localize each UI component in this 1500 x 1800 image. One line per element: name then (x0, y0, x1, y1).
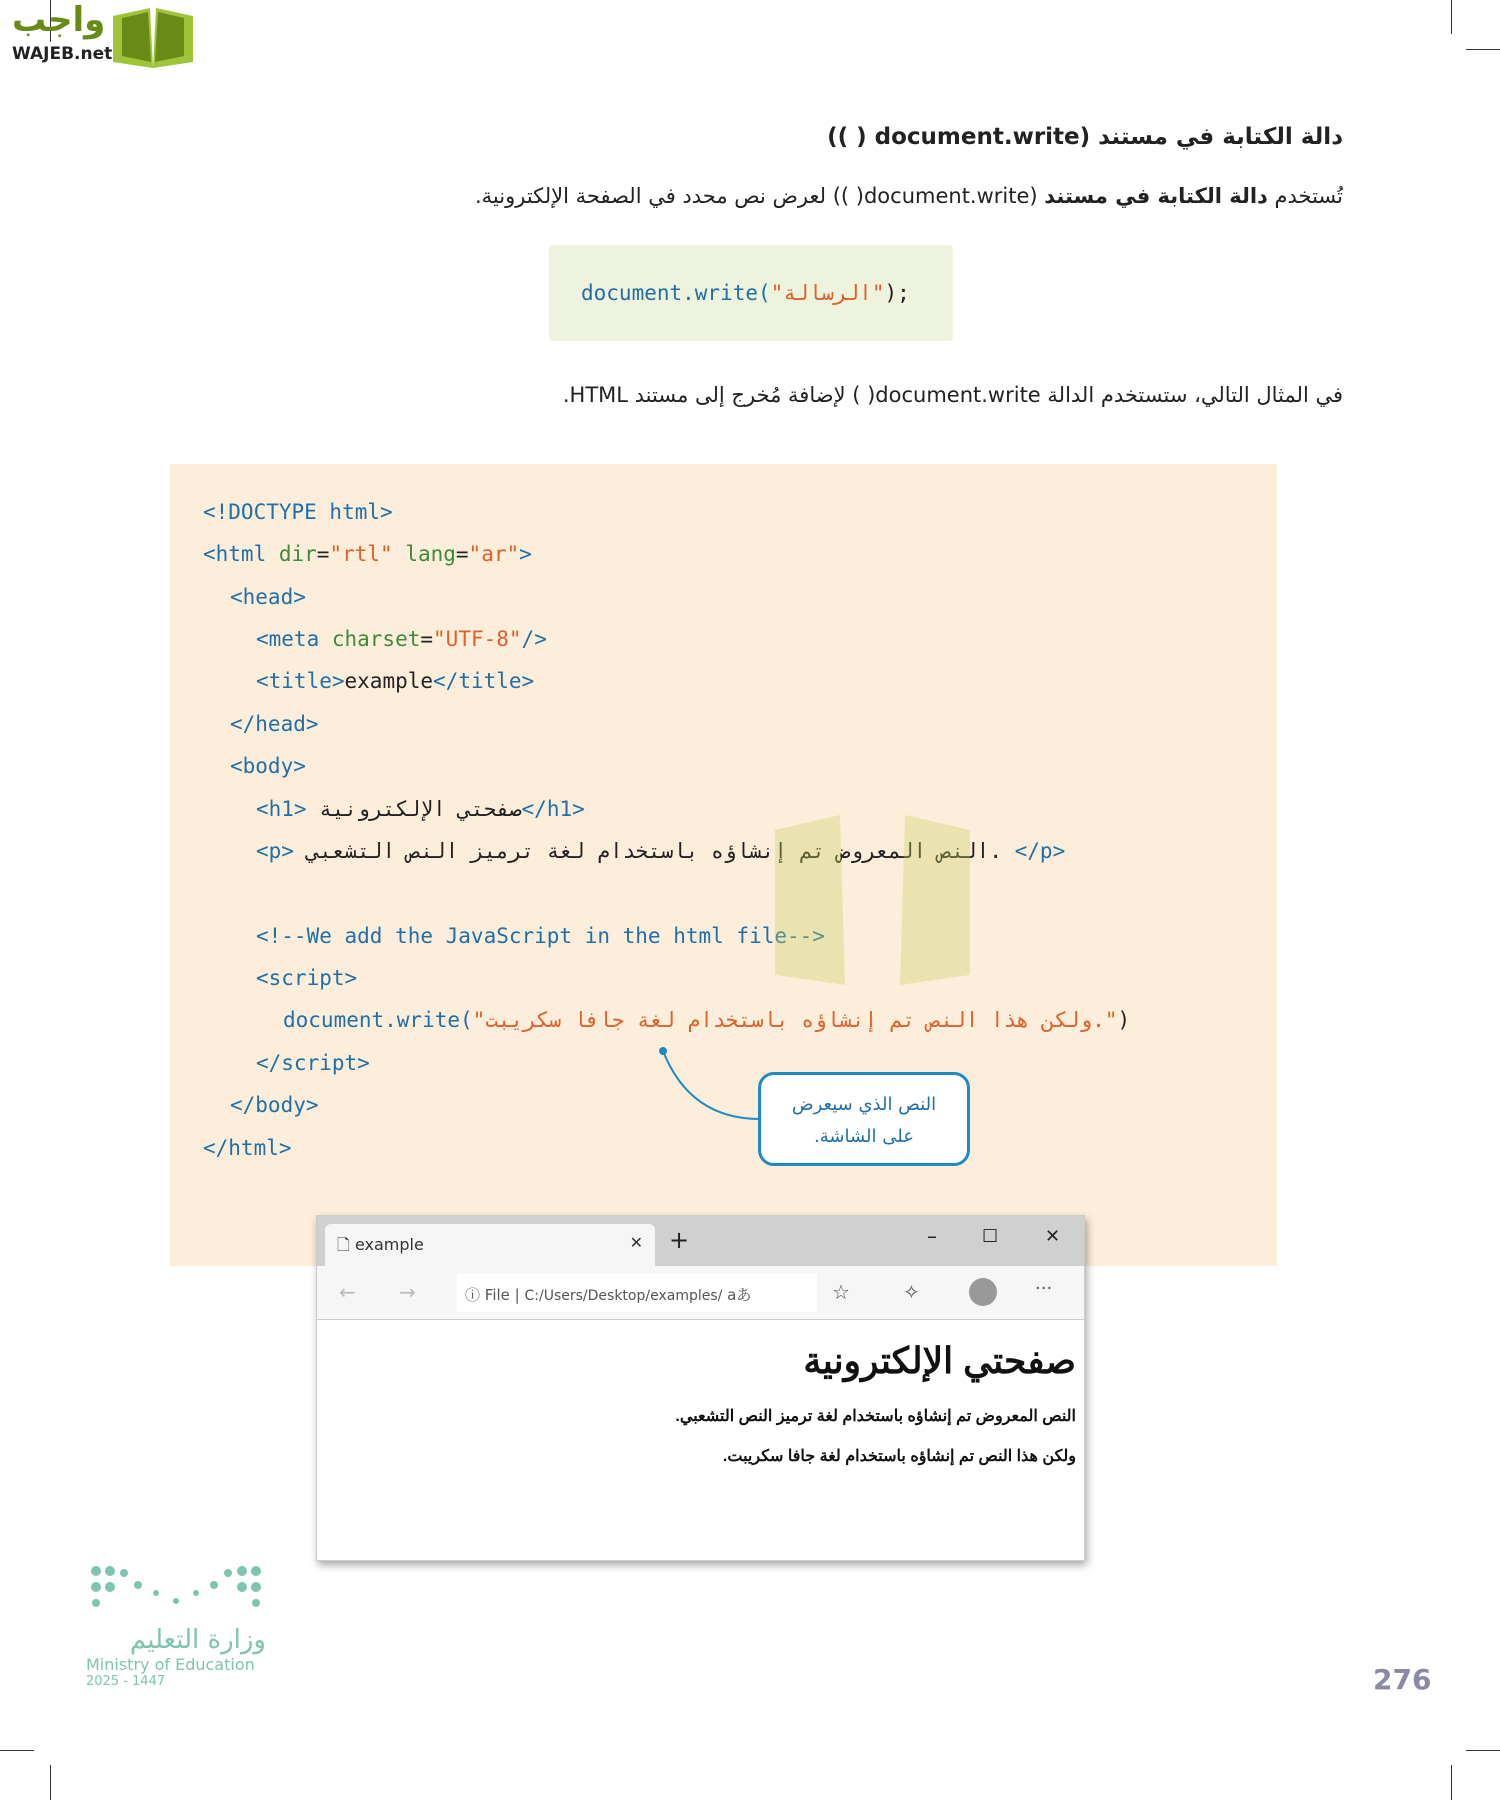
code-block (170, 464, 1277, 1266)
favorite-icon[interactable]: ☆ (832, 1280, 850, 1304)
read-aloud-icon[interactable]: aあ (727, 1286, 752, 1304)
logo-arabic: واجب (12, 0, 106, 40)
ministry-english: Ministry of Education (86, 1655, 255, 1674)
address-prefix: File (484, 1286, 510, 1304)
intro-paragraph (475, 184, 1343, 208)
code-line (256, 839, 1065, 863)
code-line (256, 797, 585, 821)
minimize-button[interactable]: – (927, 1224, 937, 1248)
wajeb-logo[interactable] (10, 0, 190, 70)
code-token: dir (278, 542, 317, 566)
code-token: </title> (433, 669, 535, 693)
code-line: </head> (230, 712, 319, 736)
book-icon (108, 6, 198, 68)
code-snippet (549, 245, 953, 341)
crop-mark (1451, 0, 1452, 34)
maximize-button[interactable]: ☐ (982, 1226, 999, 1247)
page-icon: 🗋 (337, 1235, 350, 1254)
code-token: = (316, 542, 330, 566)
page-number: 276 (1373, 1663, 1432, 1696)
info-icon: ⓘ (465, 1286, 481, 1304)
snippet-arg: "الرسالة" (770, 281, 885, 305)
rendered-heading: صفحتي الإلكترونية (803, 1340, 1076, 1381)
profile-avatar[interactable] (969, 1278, 997, 1306)
code-line (203, 542, 532, 566)
code-line: <script> (256, 966, 358, 990)
crop-mark (1451, 1765, 1452, 1800)
code-line: <!DOCTYPE html> (203, 500, 393, 524)
code-token: /> (521, 627, 547, 651)
snippet-end: ); (884, 281, 910, 305)
code-line (283, 1008, 1130, 1032)
section-heading: دالة الكتابة في مستند (document.write ( )) (827, 124, 1343, 150)
callout-note (758, 1072, 970, 1166)
code-line: <head> (230, 585, 306, 609)
code-token: = (455, 542, 469, 566)
callout-line: النص الذي سيعرض (791, 1094, 937, 1115)
crop-mark (50, 1765, 51, 1800)
code-line: </body> (230, 1093, 319, 1117)
code-token: </p> (1014, 839, 1066, 863)
address-bar[interactable]: ⓘ File | C:/Users/Desktop/examples/ aあ (457, 1274, 817, 1312)
address-text: C:/Users/Desktop/examples/ (524, 1288, 723, 1304)
crop-mark (0, 1750, 34, 1751)
code-token: <meta (256, 627, 332, 651)
rendered-script-text: ولكن هذا النص تم إنشاؤه باستخدام لغة جافا سكريبت. (722, 1448, 1076, 1465)
code-token: صفحتي الإلكترونية (319, 797, 522, 821)
code-token: "ولكن هذا النص تم إنشاؤه باستخدام لغة جافا سكريبت." (472, 1008, 1118, 1032)
tab-title: example (354, 1235, 424, 1254)
new-tab-button[interactable]: + (669, 1226, 690, 1254)
browser-window (316, 1215, 1085, 1561)
code-token: = (420, 627, 434, 651)
code-token: charset (331, 627, 421, 651)
close-window-button[interactable]: ✕ (1045, 1226, 1061, 1247)
code-token: النص المعروض تم إنشاؤه باستخدام لغة ترميز النص التشعبي. (306, 839, 1002, 863)
extensions-icon[interactable]: ✧ (903, 1280, 920, 1304)
callout-line: على الشاشة. (814, 1126, 914, 1147)
code-token: "rtl" (329, 542, 393, 566)
intro-bold: دالة الكتابة في مستند (1044, 184, 1268, 208)
toolbar (317, 1266, 1084, 1320)
code-line: <body> (230, 754, 306, 778)
ministry-year: 2025 - 1447 (86, 1674, 166, 1689)
back-button[interactable]: ← (339, 1280, 356, 1304)
code-line (256, 627, 547, 651)
code-token: document.write( (283, 1008, 473, 1032)
rendered-paragraph: النص المعروض تم إنشاؤه باستخدام لغة ترميز النص التشعبي. (675, 1408, 1076, 1425)
code-token: "UTF-8" (433, 627, 522, 651)
code-token: ) (1117, 1008, 1131, 1032)
example-intro: في المثال التالي، ستستخدم الدالة document.write( ) لإضافة مُخرج إلى مستند HTML. (562, 383, 1343, 407)
browser-tab[interactable] (325, 1224, 655, 1266)
code-token: lang (392, 542, 456, 566)
intro-pre: تُستخدم (1267, 184, 1343, 208)
code-line (256, 669, 534, 693)
forward-button[interactable]: → (399, 1280, 416, 1304)
ministry-logo (86, 1561, 276, 1689)
code-token: > (519, 542, 532, 566)
code-comment: <!--We add the JavaScript in the html file--> (256, 924, 825, 948)
rendered-page (317, 1320, 1084, 1506)
tab-bar (317, 1216, 1084, 1266)
close-tab-icon[interactable]: ✕ (629, 1233, 643, 1252)
crop-mark (1466, 1750, 1500, 1751)
code-token: <html (203, 542, 279, 566)
code-token: example (344, 669, 434, 693)
code-line: </script> (256, 1051, 370, 1075)
code-token: "ar" (468, 542, 520, 566)
code-token: <h1> (256, 797, 307, 821)
intro-post: (document.write( )) لعرض نص محدد في الصفحة الإلكترونية. (474, 184, 1045, 208)
code-token: <title> (256, 669, 345, 693)
logo-latin: WAJEB.net (12, 44, 113, 64)
crop-mark (1466, 49, 1500, 50)
more-menu-button[interactable]: ··· (1035, 1278, 1053, 1299)
ministry-arabic: وزارة التعليم (129, 1625, 266, 1655)
ministry-dots-icon (86, 1561, 266, 1621)
snippet-fn: document.write( (581, 281, 771, 305)
code-line: </html> (203, 1136, 292, 1160)
code-token: </h1> (521, 797, 585, 821)
code-token: <p> (256, 839, 294, 863)
